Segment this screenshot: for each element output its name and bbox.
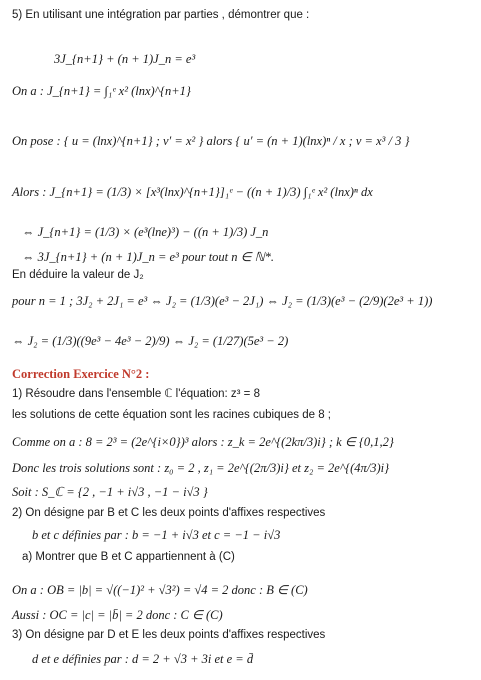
text-line: 5) En utilisant une intégration par parties , démontrer que :: [12, 9, 310, 21]
text-line: ⇔ 3J_{n+1} + (n + 1)J_n = e³ pour tout n ∈ ℕ*.: [22, 250, 275, 264]
text-line: Alors : J_{n+1} = (1/3) × [x³(lnx)^{n+1}]₁ᵉ − ((n + 1)/3) ∫₁ᵉ x² (lnx)ⁿ dx: [12, 185, 373, 199]
text-line: Aussi : OC = |c| = |b̄| = 2 donc : C ∈ (C): [12, 608, 223, 622]
text-line: Comme on a : 8 = 2³ = (2e^{i×0})³ alors : z_k = 2e^{(2kπ/3)i} ; k ∈ {0,1,2}: [12, 435, 394, 449]
text-line: a) Montrer que B et C appartiennent à (C): [22, 551, 235, 563]
text-line: 1) Résoudre dans l'ensemble ℂ l'équation: z³ = 8: [12, 388, 260, 400]
text-line: On a : OB = |b| = √((−1)² + √3²) = √4 = 2 donc : B ∈ (C): [12, 583, 308, 597]
text-line: b et c définies par : b = −1 + i√3 et c = −1 − i√3: [32, 528, 281, 542]
text-line: 3) On désigne par D et E les deux points d'affixes respectives: [12, 629, 326, 641]
text-line: pour n = 1 ; 3J₂ + 2J₁ = e³ ⇔ J₂ = (1/3)(e³ − 2J₁) ⇔ J₂ = (1/3)(e³ − (2/9)(2e³ + 1)): [12, 294, 433, 308]
text-line: d et e définies par : d = 2 + √3 + 3i et e = d̄: [32, 652, 254, 666]
text-line: Correction Exercice N°2 :: [12, 367, 150, 381]
text-line: Donc les trois solutions sont : z₀ = 2 , z₁ = 2e^{(2π/3)i} et z₂ = 2e^{(4π/3)i}: [12, 461, 390, 475]
text-line: On pose : { u = (lnx)^{n+1} ; v′ = x² } alors { u′ = (n + 1)(lnx)ⁿ / x ; v = x³ / 3 }: [12, 134, 410, 148]
text-line: ⇔ J₂ = (1/3)((9e³ − 4e³ − 2)/9) ⇔ J₂ = (1/27)(5e³ − 2): [12, 334, 289, 348]
text-line: En déduire la valeur de J₂: [12, 269, 144, 281]
text-line: Soit : S_ℂ = {2 , −1 + i√3 , −1 − i√3 }: [12, 485, 208, 499]
text-line: les solutions de cette équation sont les racines cubiques de 8 ;: [12, 409, 332, 421]
text-line: 2) On désigne par B et C les deux points d'affixes respectives: [12, 507, 326, 519]
text-line: On a : J_{n+1} = ∫₁ᵉ x² (lnx)^{n+1}: [12, 84, 191, 98]
text-line: ⇔ J_{n+1} = (1/3) × (e³(lne)³) − ((n + 1)/3) J_n: [22, 225, 269, 239]
text-line: 3J_{n+1} + (n + 1)J_n = e³: [54, 52, 196, 66]
